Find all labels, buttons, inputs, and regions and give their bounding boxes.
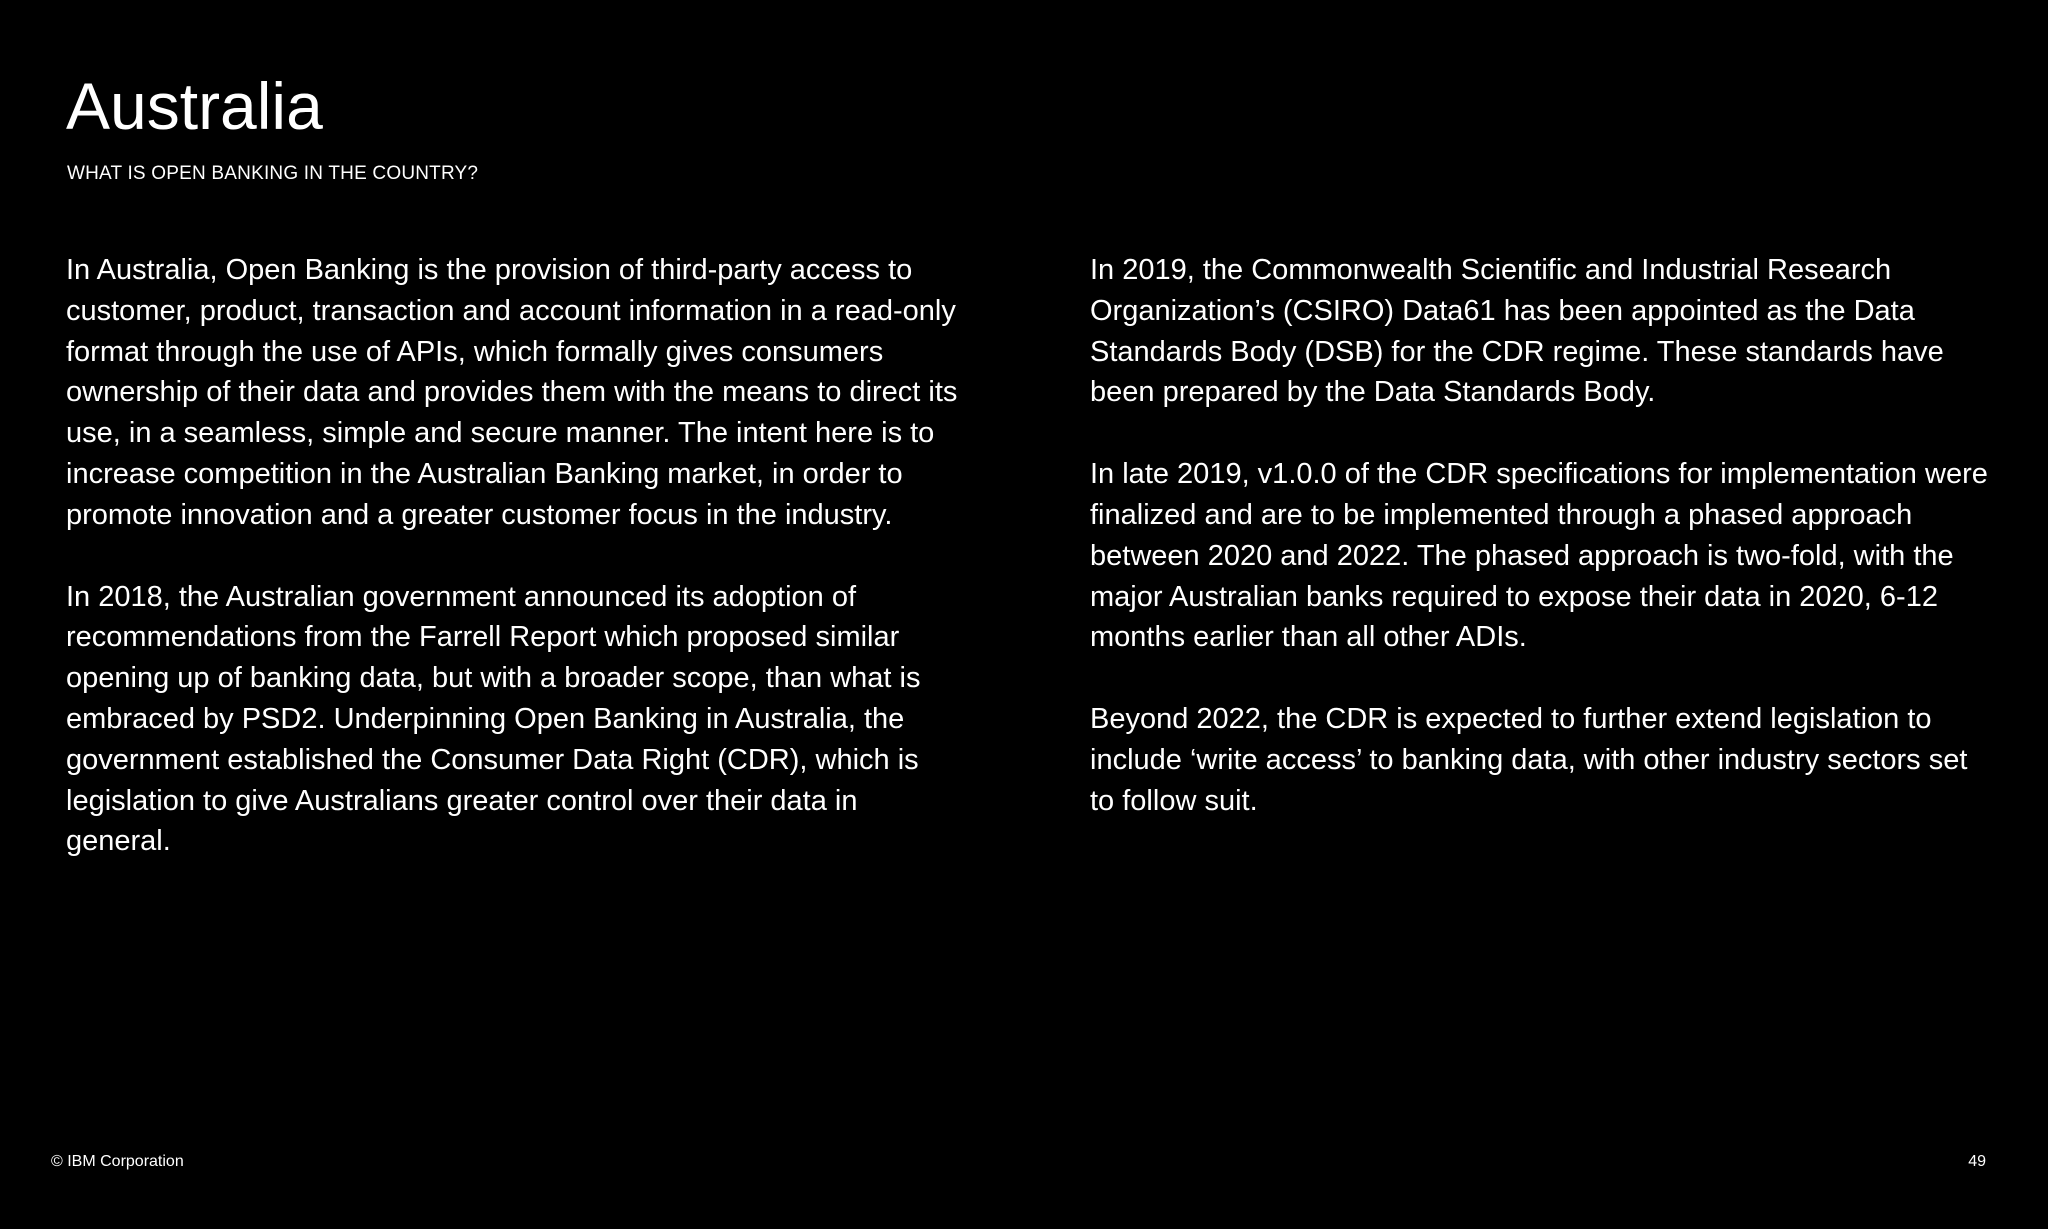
right-text-column	[1090, 250, 1990, 863]
page-title: Australia	[66, 69, 323, 143]
paragraph: Beyond 2022, the CDR is expected to further extend legislation to include ‘write access’ to banking data, with other industry sectors set to follow suit.	[1090, 703, 1968, 817]
paragraph: In 2018, the Australian government announced its adoption of recommendations from the Farrell Report which proposed similar opening up of banking data, but with a broader scope, than what is embraced by PSD2. Underpinning Open Banking in Australia, the government established the Consumer Data Right (CDR), which is legislation to give Australians greater control over their data in general.	[66, 580, 921, 858]
left-text-column	[66, 250, 966, 903]
paragraph: In 2019, the Commonwealth Scientific and Industrial Research Organization’s (CSIRO) Data61 has been appointed as the Data Standards Body (DSB) for the CDR regime. These standards have been prepared by the Data Standards Body.	[1090, 254, 1944, 409]
paragraph: In Australia, Open Banking is the provision of third-party access to customer, product, transaction and account information in a read-only format through the use of APIs, which formally gives consumers ownership of their data and provides them with the means to direct its use, in a seamless, simple and secure manner. The intent here is to increase competition in the Australian Banking market, in order to promote innovation and a greater customer focus in the industry.	[66, 254, 958, 531]
paragraph: In late 2019, v1.0.0 of the CDR specifications for implementation were finalized and are to be implemented through a phased approach between 2020 and 2022. The phased approach is two-fold, with the major Australian banks required to expose their data in 2020, 6-12 months earlier than all other ADIs.	[1090, 458, 1988, 654]
page-subtitle: WHAT IS OPEN BANKING IN THE COUNTRY?	[67, 163, 479, 184]
page-number: 49	[1968, 1153, 1986, 1170]
copyright-notice: © IBM Corporation	[51, 1153, 184, 1170]
